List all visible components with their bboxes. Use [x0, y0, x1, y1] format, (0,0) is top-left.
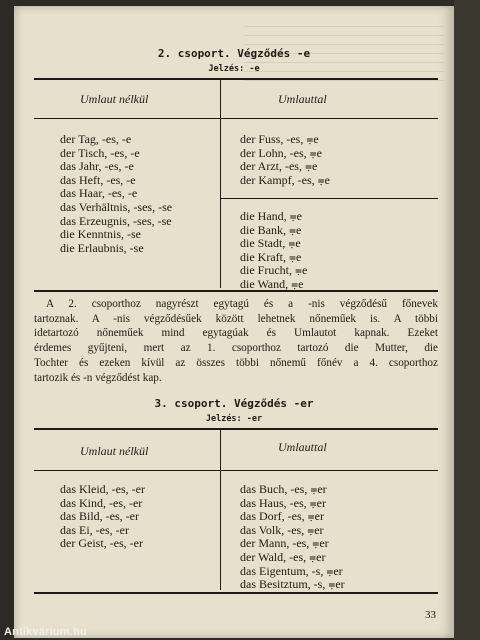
watermark-text: Antikvárium.hu	[4, 626, 87, 638]
noun-entry: das Haus, -es, ⩦er	[240, 495, 326, 510]
table-divider-vertical	[220, 430, 221, 590]
noun-entry: die Hand, ⩦e	[240, 209, 302, 223]
page-number: 33	[425, 609, 436, 621]
explanation-paragraph	[34, 297, 438, 385]
noun-entry: das Erzeugnis, -ses, -se	[60, 213, 172, 228]
noun-entry: das Buch, -es, ⩦er	[240, 482, 327, 496]
noun-list-umlaut	[240, 483, 345, 592]
noun-entry: der Geist, -es, -er	[60, 536, 143, 551]
noun-entry: der Mann, -es, ⩦er	[240, 536, 329, 551]
book-page	[14, 6, 454, 638]
noun-entry: der Kampf, -es, ⩦e	[240, 172, 330, 187]
noun-list-no-umlaut	[60, 483, 145, 551]
noun-list-no-umlaut	[60, 133, 172, 255]
noun-entry: die Kraft, ⩦e	[240, 249, 302, 264]
noun-entry: das Eigentum, -s, ⩦er	[240, 563, 343, 578]
noun-entry: der Tisch, -es, -e	[60, 145, 140, 160]
paragraph-line: tartoznak. A -nis végződésűek között lehetnek nőneműek is. A többi	[34, 312, 438, 325]
col-header-umlaut: Umlauttal	[278, 92, 327, 106]
noun-entry: der Wald, -es, ⩦er	[240, 549, 326, 564]
noun-list-umlaut-masculine	[240, 133, 330, 187]
paragraph-line: érdemes gyűjteni, mert az 1. csoporthoz tartozó die Mutter, die	[34, 342, 438, 355]
noun-entry: das Dorf, -es, ⩦er	[240, 509, 324, 524]
noun-entry: der Tag, -es, -e	[60, 132, 132, 146]
noun-entry: das Ei, -es, -er	[60, 522, 129, 537]
col-header-umlaut: Umlauttal	[278, 440, 327, 454]
noun-entry: das Jahr, -es, -e	[60, 159, 134, 174]
col-header-no-umlaut: Umlaut nélkül	[80, 444, 149, 458]
noun-entry: das Besitztum, -s, ⩦er	[240, 577, 345, 592]
noun-entry: das Verhältnis, -ses, -se	[60, 199, 173, 214]
table-header-rule	[34, 470, 438, 471]
noun-entry: der Fuss, -es, ⩦e	[240, 132, 319, 146]
paragraph-line: A 2. csoporthoz nagyrészt egytagú és a -nis végződésű főnevek	[46, 298, 438, 310]
noun-entry: das Kleid, -es, -er	[60, 482, 145, 496]
section-3-table	[34, 428, 438, 594]
noun-entry: die Erlaubnis, -se	[60, 240, 144, 255]
table-divider-vertical	[220, 80, 221, 288]
table-header-rule	[34, 118, 438, 119]
paragraph-line: tartozik és -n végződést kap.	[34, 371, 162, 384]
noun-entry: das Haar, -es, -e	[60, 186, 138, 201]
noun-entry: das Kind, -es, -er	[60, 495, 143, 510]
noun-entry: die Wand, ⩦e	[240, 276, 304, 291]
book-spine-shadow	[454, 0, 480, 640]
noun-entry: das Volk, -es, ⩦er	[240, 522, 324, 537]
noun-entry: der Lohn, -es, ⩦e	[240, 145, 322, 160]
noun-entry: das Heft, -es, -e	[60, 172, 136, 187]
noun-entry: das Bild, -es, -er	[60, 509, 139, 524]
noun-entry: die Bank, ⩦e	[240, 222, 302, 237]
section-3-subtitle: Jelzés: -er	[205, 414, 263, 424]
table-subgroup-rule	[220, 198, 438, 199]
section-2-table	[34, 78, 438, 292]
section-2-subtitle: Jelzés: -e	[208, 64, 260, 74]
section-3-title: 3. csoport. Végződés -er	[154, 397, 314, 410]
paragraph-line: Tochter és ezeken kívül az összes többi nőnemű főnév a 4. csoporthoz	[34, 356, 438, 369]
noun-entry: die Kenntnis, -se	[60, 227, 141, 242]
noun-list-umlaut-feminine	[240, 210, 307, 292]
col-header-no-umlaut: Umlaut nélkül	[80, 92, 149, 106]
noun-entry: die Frucht, ⩦e	[240, 263, 308, 278]
paragraph-line: idetartozó nőneműek mind egytagúak és Umlautot kapnak. Ezeket	[34, 327, 438, 340]
noun-entry: der Arzt, -es, ⩦e	[240, 159, 318, 174]
noun-entry: die Stadt, ⩦e	[240, 236, 301, 251]
section-2-title: 2. csoport. Végződés -e	[157, 47, 311, 60]
